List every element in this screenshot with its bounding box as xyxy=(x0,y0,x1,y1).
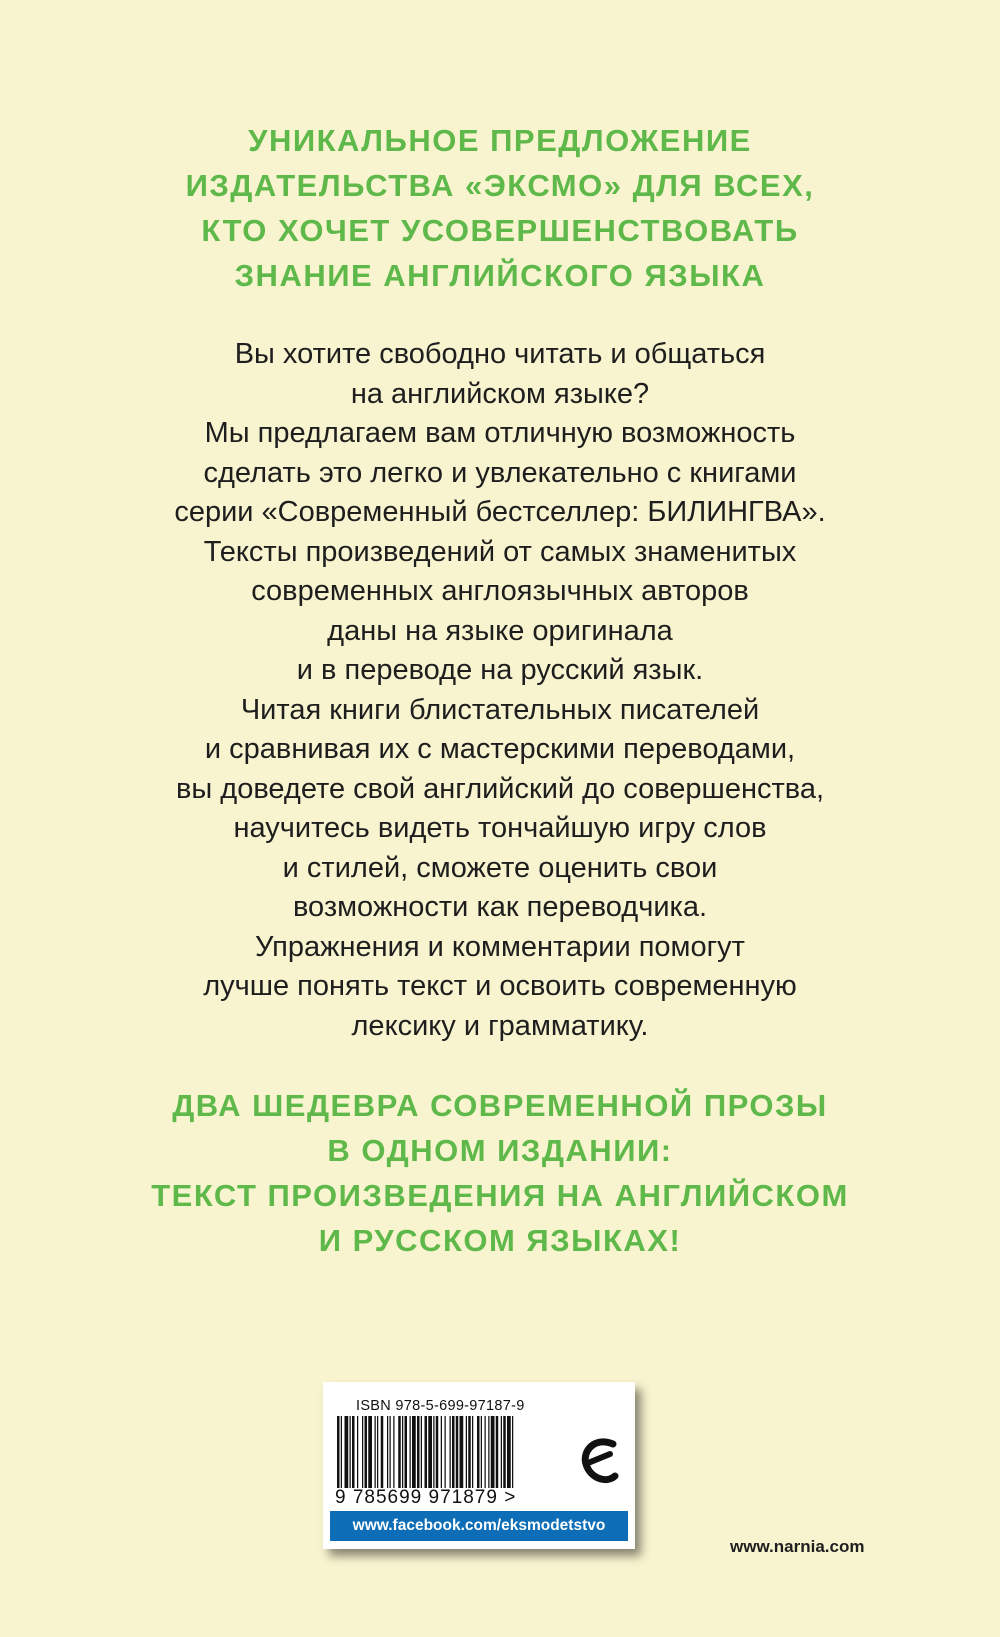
barcode-bar xyxy=(507,1416,511,1488)
body-line: и стилей, сможете оценить свои xyxy=(282,851,718,884)
body-line: Тексты произведений от самых знаменитых xyxy=(203,535,797,568)
barcode-bar xyxy=(436,1416,439,1488)
bottom-headline-line: В ОДНОМ ИЗДАНИИ: xyxy=(327,1133,673,1168)
barcode-bar xyxy=(393,1416,394,1488)
body-line: сделать это легко и увлекательно с книгами xyxy=(203,456,797,489)
body-line: даны на языке оригинала xyxy=(327,614,673,647)
barcode-bar xyxy=(345,1416,349,1488)
eksmo-logo-icon xyxy=(580,1434,620,1490)
barcode-bar xyxy=(512,1416,513,1488)
barcode-bar xyxy=(398,1416,401,1488)
bottom-headline-line: ДВА ШЕДЕВРА СОВРЕМЕННОЙ ПРОЗЫ xyxy=(172,1088,828,1123)
barcode-bar xyxy=(496,1416,499,1488)
barcode-bar xyxy=(365,1416,368,1488)
facebook-link[interactable]: www.facebook.com/eksmodetstvo xyxy=(330,1511,628,1541)
barcode-card xyxy=(323,1382,635,1549)
barcode-bar xyxy=(417,1416,420,1488)
top-headline xyxy=(0,118,1000,298)
barcode-bar xyxy=(456,1416,459,1488)
barcode-bar xyxy=(441,1416,442,1488)
barcode-bar xyxy=(460,1416,464,1488)
barcode-digits: 9 785699 971879 > xyxy=(335,1487,517,1508)
barcode-bar xyxy=(381,1416,384,1488)
barcode-bar xyxy=(433,1416,434,1488)
barcode-bar xyxy=(357,1416,358,1488)
body-line: лексику и грамматику. xyxy=(351,1009,649,1042)
body-line: и в переводе на русский язык. xyxy=(296,654,704,686)
description-text xyxy=(0,335,1000,1046)
barcode-bar xyxy=(468,1416,471,1488)
barcode-bar xyxy=(387,1416,388,1488)
barcode-bar xyxy=(472,1416,473,1488)
barcode-bar xyxy=(450,1416,451,1488)
barcode-bar xyxy=(445,1416,446,1488)
top-headline-line: ИЗДАТЕЛЬСТВА «ЭКСМО» ДЛЯ ВСЕХ, xyxy=(185,168,815,203)
barcode-bar xyxy=(488,1416,489,1488)
top-headline-line: ЗНАНИЕ АНГЛИЙСКОГО ЯЗЫКА xyxy=(234,258,766,293)
barcode-bar xyxy=(452,1416,455,1488)
body-line: серии «Современный бестселлер: БИЛИНГВА». xyxy=(174,496,826,528)
body-line: Упражнения и комментарии помогут xyxy=(255,930,745,963)
body-line: Читая книги блистательных писателей xyxy=(240,693,760,726)
body-line: и сравнивая их с мастерскими переводами, xyxy=(204,733,796,765)
body-line: Вы хотите свободно читать и общаться xyxy=(234,338,766,370)
barcode-bar xyxy=(337,1416,340,1488)
website-link[interactable]: www.narnia.com xyxy=(730,1537,865,1556)
barcode-bar xyxy=(421,1416,422,1488)
body-line: Мы предлагаем вам отличную возможность xyxy=(204,417,796,449)
body-line: возможности как переводчика. xyxy=(292,891,708,923)
isbn-text: ISBN 978-5-699-97187-9 xyxy=(356,1398,525,1414)
top-headline-line: КТО ХОЧЕТ УСОВЕРШЕНСТВОВАТЬ xyxy=(201,213,799,248)
barcode-bar xyxy=(352,1416,355,1488)
body-line: на английском языке? xyxy=(350,377,650,410)
barcode-bar xyxy=(466,1416,467,1488)
barcode-bar xyxy=(477,1416,480,1488)
barcode-bar xyxy=(485,1416,486,1488)
barcode-bar xyxy=(501,1416,502,1488)
barcode-bar xyxy=(377,1416,378,1488)
top-headline-line: УНИКАЛЬНОЕ ПРЕДЛОЖЕНИЕ xyxy=(248,123,752,158)
body-line: современных англоязычных авторов xyxy=(251,575,749,607)
barcode-bar xyxy=(503,1416,506,1488)
barcode-bar xyxy=(350,1416,351,1488)
barcode-bar xyxy=(425,1416,428,1488)
barcode-bar xyxy=(368,1416,372,1488)
barcode-bar xyxy=(341,1416,342,1488)
barcode-bar xyxy=(362,1416,363,1488)
barcode-bar xyxy=(375,1416,376,1488)
bottom-headline xyxy=(0,1083,1000,1263)
barcode-bars xyxy=(337,1416,569,1488)
barcode-bar xyxy=(405,1416,408,1488)
barcode-bar xyxy=(428,1416,432,1488)
barcode-bar xyxy=(410,1416,411,1488)
barcode-bar xyxy=(412,1416,416,1488)
body-line: научитесь видеть тончайшую игру слов xyxy=(233,812,767,844)
barcode-bar xyxy=(402,1416,403,1488)
body-line: вы доведете свой английский до совершенства, xyxy=(175,772,825,805)
body-line: лучше понять текст и освоить современную xyxy=(203,970,797,1002)
barcode-bar xyxy=(481,1416,482,1488)
barcode-bar xyxy=(390,1416,391,1488)
bottom-headline-line: И РУССКОМ ЯЗЫКАХ! xyxy=(318,1223,682,1258)
bottom-headline-line: ТЕКСТ ПРОИЗВЕДЕНИЯ НА АНГЛИЙСКОМ xyxy=(151,1178,849,1213)
barcode-bar xyxy=(491,1416,495,1488)
